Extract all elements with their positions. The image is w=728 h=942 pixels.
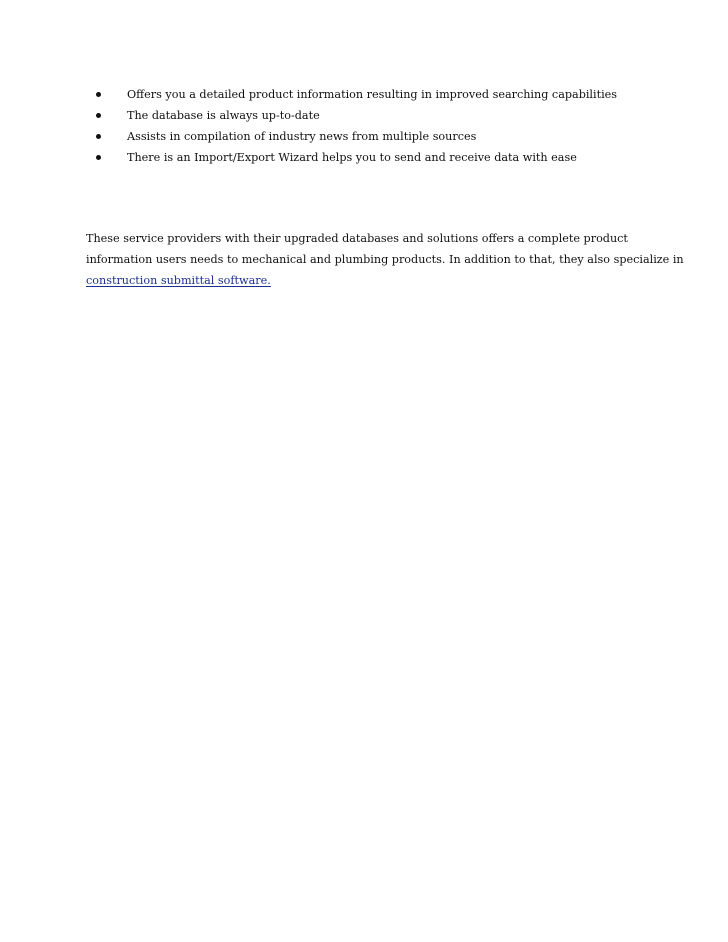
paragraph-line: information users needs to mechanical and plumbing products. In addition to that, they also specialize in [86,253,684,266]
body-paragraph [86,228,684,291]
paragraph-line: These service providers with their upgraded databases and solutions offers a complete product [86,232,628,245]
list-item-text: There is an Import/Export Wizard helps you to send and receive data with ease [127,151,577,164]
paragraph-line-with-link [86,270,646,291]
bullet-icon [96,155,101,160]
construction-submittal-software-link[interactable]: construction submittal software. [86,274,271,287]
list-item-text: Assists in compilation of industry news from multiple sources [127,130,477,143]
bullet-icon [96,134,101,139]
list-item-text: Offers you a detailed product information resulting in improved searching capabilities [127,88,618,101]
bullet-icon [96,113,101,118]
bullet-icon [96,92,101,97]
list-item-text: The database is always up-to-date [127,109,320,122]
